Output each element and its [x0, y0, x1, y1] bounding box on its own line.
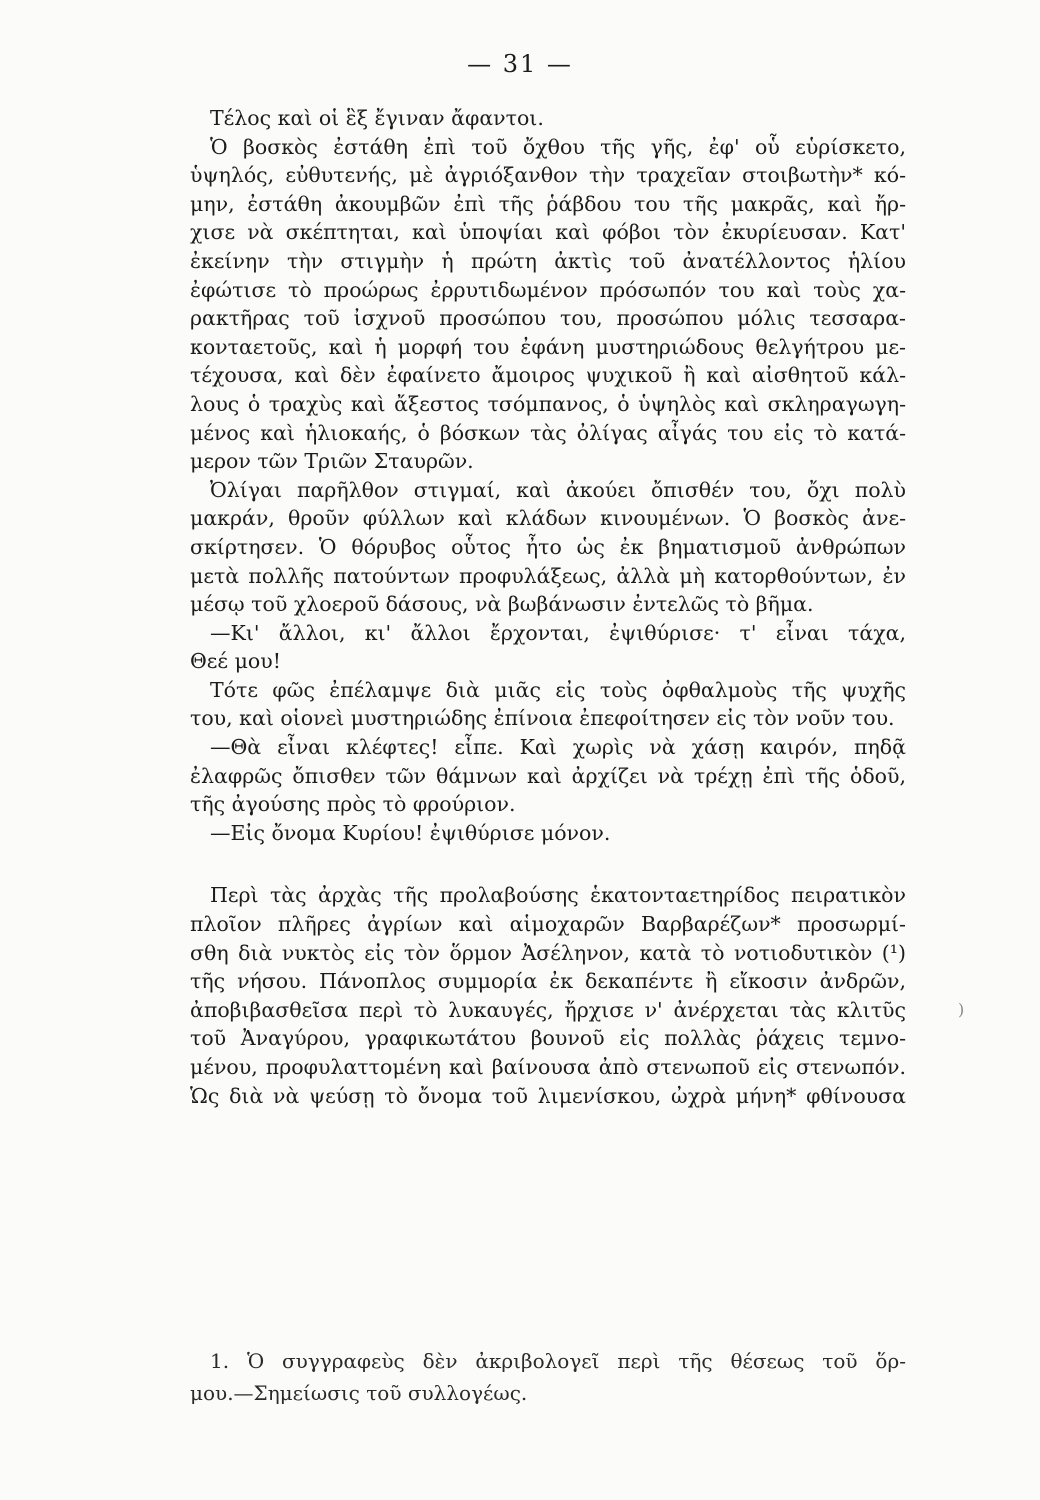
paragraph — [190, 619, 906, 676]
text-line: μακράν, θροῦν φύλλων καὶ κλάδων κινουμένων. Ὁ βοσκὸς ἀνε- — [190, 506, 906, 531]
text-line: ἐφώτισε τὸ προώρως ἐρρυτιδωμένον πρόσωπόν του καὶ τοὺς χα- — [190, 277, 906, 302]
paragraph — [190, 733, 906, 819]
text-line: ὑψηλός, εὐθυτενής, μὲ ἀγριόξανθον τὴν τραχεῖαν στοιβωτὴν* κό- — [190, 163, 906, 188]
text-line: λους ὁ τραχὺς καὶ ἄξεστος τσόμπανος, ὁ ὑψηλὸς καὶ σκληραγωγη- — [190, 391, 906, 416]
text-line: ἐλαφρῶς ὄπισθεν τῶν θάμνων καὶ ἀρχίζει νὰ τρέχῃ ἐπὶ τῆς ὁδοῦ, — [190, 763, 906, 788]
footnote-line: 1. Ὁ συγγραφεὺς δὲν ἀκριβολογεῖ περὶ τῆς θέσεως τοῦ ὅρ- — [210, 1349, 906, 1373]
text-line: τοῦ Ἀναγύρου, γραφικωτάτου βουνοῦ εἰς πολλὰς ῥάχεις τεμνο- — [190, 1026, 906, 1051]
text-line: Θεέ μου! — [190, 649, 281, 674]
paragraph — [190, 133, 906, 476]
text-line: —Κι' ἄλλοι, κι' ἄλλοι ἔρχονται, ἐψιθύρισε· τ' εἶναι τάχα, — [210, 620, 906, 645]
text-line: κονταετοῦς, καὶ ἡ μορφή του ἐφάνη μυστηριώδους θελγήτρου με- — [190, 334, 906, 359]
text-line: μην, ἐστάθη ἀκουμβῶν ἐπὶ τῆς ῥάβδου του τῆς μακρᾶς, καὶ ἤρ- — [190, 191, 906, 216]
text-line: μένου, προφυλαττομένη καὶ βαίνουσα ἀπὸ στενωποῦ εἰς στενωπόν. — [190, 1055, 906, 1079]
text-line: ἀποβιβασθεῖσα περὶ τὸ λυκαυγές, ἤρχισε ν' ἀνέρχεται τὰς κλιτῦς — [190, 997, 906, 1022]
text-line: χισε νὰ σκέπτηται, καὶ ὑποψίαι καὶ φόβοι τὸν ἐκυρίευσαν. Κατ' — [190, 220, 906, 245]
text-line: μέσῳ τοῦ χλοεροῦ δάσους, νὰ βωβάνωσιν ἐντελῶς τὸ βῆμα. — [190, 592, 814, 617]
text-line: μετὰ πολλῆς πατούντων προφυλάξεως, ἀλλὰ μὴ κατορθούντων, ἐν — [190, 563, 906, 588]
text-line: Ὁ βοσκὸς ἐστάθη ἐπὶ τοῦ ὄχθου τῆς γῆς, ἐφ' οὗ εὑρίσκετο, — [210, 134, 906, 159]
text-line: σθη διὰ νυκτὸς εἰς τὸν ὅρμον Ἀσέληνον, κατὰ τὸ νοτιοδυτικὸν (¹) — [190, 940, 906, 965]
paragraph — [190, 476, 906, 619]
text-line: Ὡς διὰ νὰ ψεύσῃ τὸ ὄνομα τοῦ λιμενίσκου, ὠχρὰ μήνη* φθίνουσα — [190, 1083, 906, 1108]
text-line: ρακτῆρας τοῦ ἰσχνοῦ προσώπου του, προσώπου μόλις τεσσαρα- — [190, 306, 906, 331]
footnote — [190, 1345, 906, 1409]
page-number: — 31 — — [467, 50, 573, 78]
text-line: —Θὰ εἶναι κλέφτες! εἶπε. Καὶ χωρὶς νὰ χάσῃ καιρόν, πηδᾷ — [210, 735, 906, 760]
body-text — [190, 104, 906, 1110]
footnote-line: μου.—Σημείωσις τοῦ συλλογέως. — [190, 1381, 528, 1405]
paragraph — [190, 104, 906, 133]
text-line: Τότε φῶς ἐπέλαμψε διὰ μιᾶς εἰς τοὺς ὀφθαλμοὺς τῆς ψυχῆς — [210, 677, 906, 702]
section-gap — [190, 847, 906, 881]
text-line: Τέλος καὶ οἱ ἓξ ἔγιναν ἄφαντοι. — [210, 106, 544, 130]
text-line: ἐκείνην τὴν στιγμὴν ἡ πρώτη ἀκτὶς τοῦ ἀνατέλλοντος ἡλίου — [190, 248, 906, 273]
paragraph — [190, 676, 906, 733]
paragraph — [190, 819, 906, 848]
text-line: Ὀλίγαι παρῆλθον στιγμαί, καὶ ἀκούει ὄπισθέν του, ὄχι πολὺ — [210, 477, 906, 502]
text-line: τῆς ἀγούσης πρὸς τὸ φρούριον. — [190, 792, 516, 817]
text-line: τέχουσα, καὶ δὲν ἐφαίνετο ἄμοιρος ψυχικοῦ ἢ καὶ αἰσθητοῦ κάλ- — [190, 363, 906, 388]
text-line: του, καὶ οἱονεὶ μυστηριώδης ἐπίνοια ἐπεφοίτησεν εἰς τὸν νοῦν του. — [190, 706, 895, 731]
text-line: μένος καὶ ἡλιοκαής, ὁ βόσκων τὰς ὀλίγας αἶγάς του εἰς τὸ κατά- — [190, 420, 906, 445]
text-line: μερον τῶν Τριῶν Σταυρῶν. — [190, 449, 474, 474]
text-line: τῆς νήσου. Πάνοπλος συμμορία ἐκ δεκαπέντε ἢ εἴκοσιν ἀνδρῶν, — [190, 969, 906, 994]
text-line: —Εἰς ὄνομα Κυρίου! ἐψιθύρισε μόνον. — [210, 820, 611, 845]
paragraph-section-2 — [190, 881, 906, 1110]
text-line: πλοῖον πλῆρες ἀγρίων καὶ αἱμοχαρῶν Βαρβαρέζων* προσωρμί- — [190, 912, 906, 937]
margin-mark: ) — [958, 1000, 965, 1019]
text-line: σκίρτησεν. Ὁ θόρυβος οὗτος ἦτο ὡς ἐκ βηματισμοῦ ἀνθρώπων — [190, 534, 906, 559]
text-line: Περὶ τὰς ἀρχὰς τῆς προλαβούσης ἑκατονταετηρίδος πειρατικὸν — [210, 883, 906, 908]
